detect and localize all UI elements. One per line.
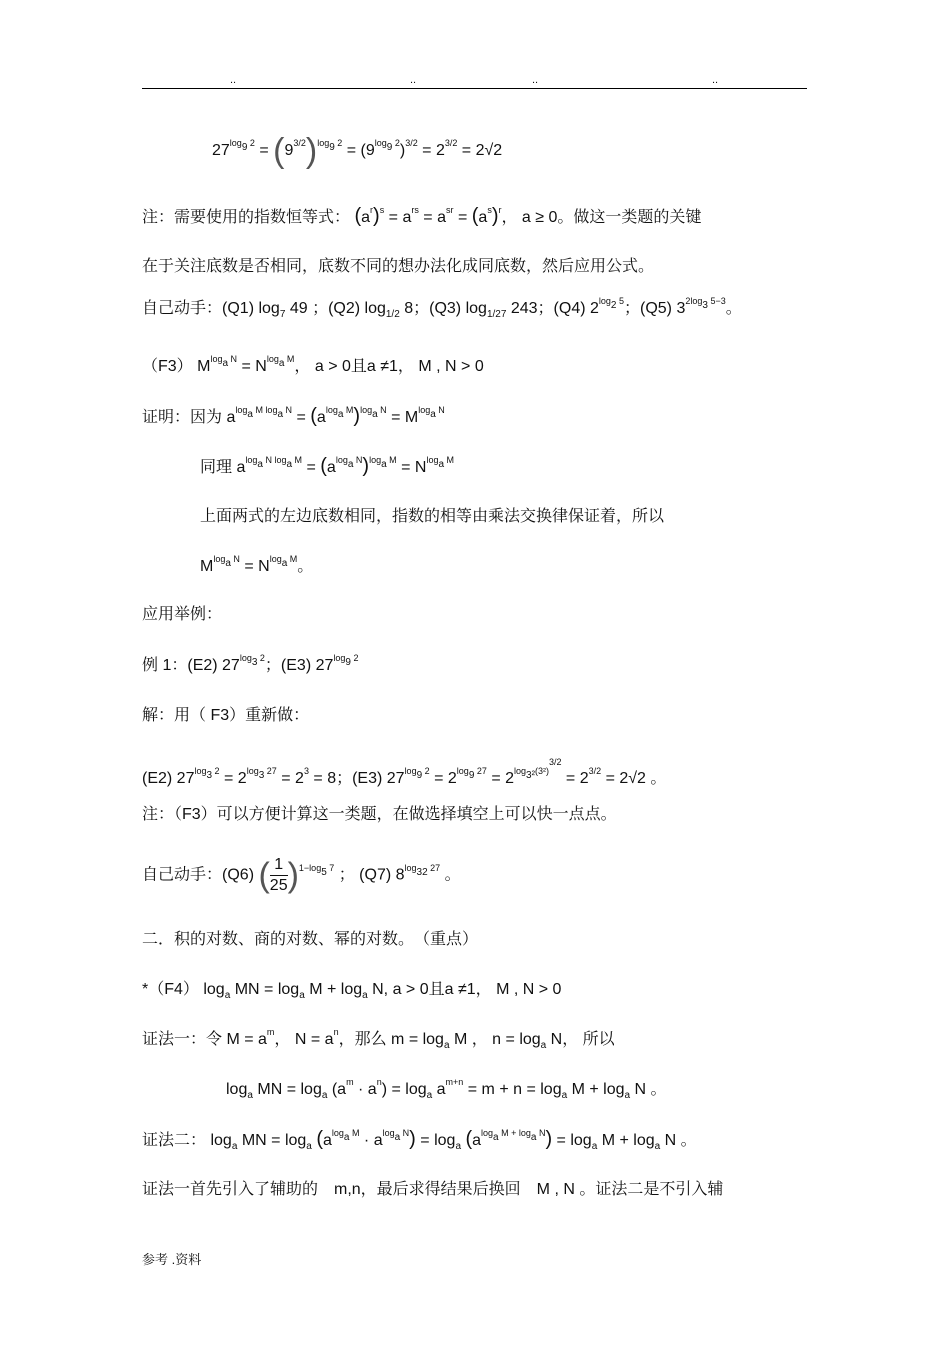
method-comparison: 证法一首先引入了辅助的 m,n，最后求得结果后换回 M , N 。证法二是不引入辅	[142, 1181, 724, 1198]
formula-f4: *（F4） $\log_a$ MN = $\log_a M + \log_a N$, a > 0且a ≠1， M , N > 0	[142, 981, 562, 1001]
application-heading: 应用举例：	[142, 606, 223, 623]
formula-f3: （F3） $M^{log_a N} = N^{log_a M}$， a > 0且a ≠1， M , N > 0	[142, 354, 484, 375]
exercise-q6-q7: 自己动手：(Q6) ( $\frac{1}{25}$ )$^{1-log_5 7}$ ； (Q7) $8^{log_{32} 27}$ 。	[142, 856, 461, 895]
header-dots: ..	[532, 74, 539, 86]
proof-step-1: 证明：因为 $a^{log_a M log_a N} = (a^{log_a M})^{log_a N} = M^{log_a N}$	[142, 405, 445, 427]
note-same-base: 在于关注底数是否相同，底数不同的想办法化成同底数，然后应用公式。	[142, 258, 655, 275]
proof-step-2: 同理 $a^{log_a N log_a M} = (a^{log_a N})^{log_a M} = N^{log_a M}$	[200, 455, 455, 477]
solution-heading: 解：用（ F3）重新做：	[142, 707, 310, 724]
header-dots: ..	[410, 74, 417, 86]
formula-27-log9-2: $27^{log_9 2} = (9^{3/2})^{log_9 2} = (9^{log_9 2})^{3/2} = 2^{3/2} = 2√2$	[212, 132, 503, 170]
proof-comment: 上面两式的左边底数相同，指数的相等由乘法交换律保证着，所以	[200, 508, 665, 525]
header-dots: ..	[230, 74, 237, 86]
proof-conclusion: $M^{log_a N} = N^{log_a M}$。	[200, 554, 314, 575]
page-footer: 参考 .资料	[142, 1252, 202, 1267]
method-2: 证法二： $\log_a$ MN = $\log_a (a^{log_a M} \cdot a^{log_a N}) = \log_a (a^{log_a M + log_a N}) = \log_a M + \log_a N$ 。	[142, 1128, 697, 1152]
example-1: 例 1：(E2) $27^{log_3 2}$；(E3) $27^{log_9 2}$	[142, 653, 359, 674]
method-1-derivation: $\log_a$ MN = $\log_a (a^m \cdot a^n) = \log_a a^{m+n} = m + n = \log_a M + \log_a N$ 。	[226, 1077, 667, 1101]
exercise-q1-q5: 自己动手：(Q1) $\log_7 49$ ；(Q2) $\log_{1/2} 8$；(Q3) $\log_{1/27} 243$；(Q4) $2^{log_2 5}$；(Q5) $3^{2log_3 5-3}$。	[142, 296, 742, 320]
section-2-heading: 二．积的对数、商的对数、幂的对数。 （重点）	[142, 931, 479, 948]
method-1: 证法一：令 $M = a^m$， $N = a^n$，那么 $m = \log_a M$ ， $n = \log_a N$， 所以	[142, 1027, 615, 1051]
solution-formula: (E2) $27^{log_3 2} = 2^{log_3 27} = 2^3 = 8$；(E3) $27^{log_9 2} = 2^{log_9 27} = 2^{log_{3^2}(3^2)^{3/2}} = 2^{3/2} = 2√2$ 。	[142, 757, 667, 787]
page-header	[142, 74, 807, 89]
header-dots: ..	[712, 74, 719, 86]
note-identity: 注：需要使用的指数恒等式： $(a^r)^s = a^{rs} = a^{sr} = (a^s)^r$， a ≥ 0。做这一类题的关键	[142, 205, 702, 227]
note-f3: 注：（F3）可以方便计算这一类题，在做选择填空上可以快一点点。	[142, 806, 617, 823]
